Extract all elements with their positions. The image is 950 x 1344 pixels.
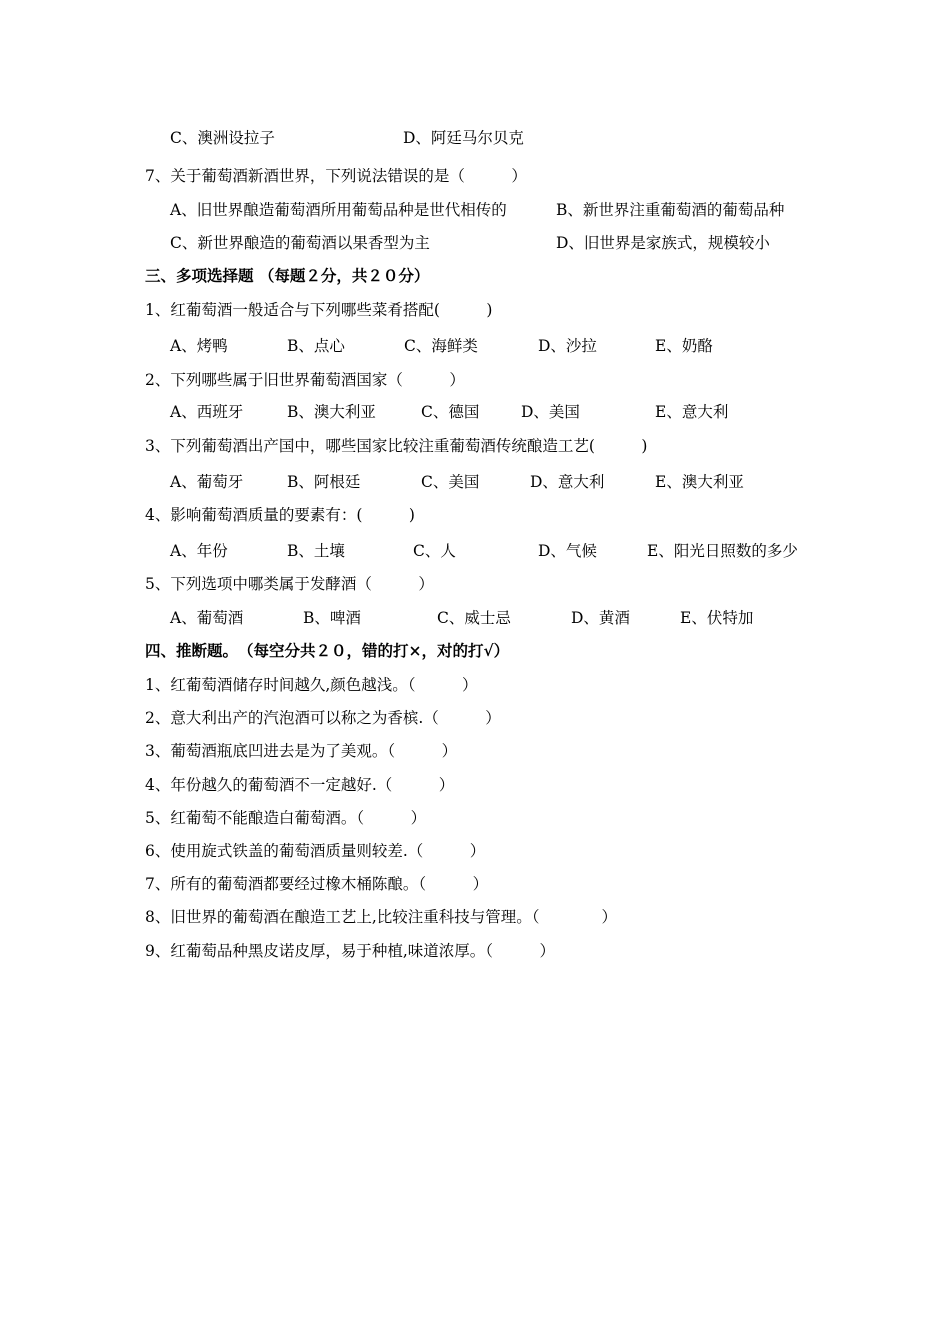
s3-q1-stem-row bbox=[0, 298, 950, 322]
s4-item-3: 3、葡萄酒瓶底凹进去是为了美观。（ ） bbox=[145, 742, 458, 760]
s4-item-9: 9、红葡萄品种黑皮诺皮厚，易于种植,味道浓厚。（ ） bbox=[145, 942, 556, 960]
s3-q3-stem: 3、下列葡萄酒出产国中，哪些国家比较注重葡萄酒传统酿造工艺( ) bbox=[145, 437, 648, 455]
s3-q4-stem-row bbox=[0, 503, 950, 527]
section3-heading-row bbox=[0, 264, 950, 288]
s4-item-4: 4、年份越久的葡萄酒不一定越好.（ ） bbox=[145, 776, 455, 794]
s4-item-5: 5、红葡萄不能酿造白葡萄酒。（ ） bbox=[145, 809, 427, 827]
s4-item-row bbox=[0, 773, 950, 797]
s4-item-6: 6、使用旋式铁盖的葡萄酒质量则较差.（ ） bbox=[145, 842, 486, 860]
s3-q4-option-c: C、人 bbox=[413, 542, 456, 560]
q7-options-row-2 bbox=[0, 231, 950, 255]
s3-q5-stem-row bbox=[0, 572, 950, 596]
s3-q2-option-c: C、德国 bbox=[421, 403, 480, 421]
q7-stem-row bbox=[0, 164, 950, 188]
s3-q5-option-e: E、伏特加 bbox=[680, 609, 754, 627]
s3-q2-stem: 2、下列哪些属于旧世界葡萄酒国家（ ） bbox=[145, 371, 465, 389]
s4-item-row bbox=[0, 806, 950, 830]
s3-q2-option-e: E、意大利 bbox=[655, 403, 729, 421]
section4-title: 四、推断题。 （每空分共２０，错的打×，对的打√） bbox=[145, 641, 510, 660]
q6-option-c: C、澳洲设拉子 bbox=[170, 129, 275, 147]
s3-q4-option-b: B、土壤 bbox=[287, 542, 345, 560]
s3-q4-options-row bbox=[0, 539, 950, 563]
s3-q2-option-a: A、西班牙 bbox=[170, 403, 244, 421]
q7-option-c: C、新世界酿造的葡萄酒以果香型为主 bbox=[170, 234, 430, 252]
q7-stem: 7、关于葡萄酒新酒世界，下列说法错误的是（ ） bbox=[145, 167, 527, 185]
q7-option-b: B、新世界注重葡萄酒的葡萄品种 bbox=[556, 201, 785, 219]
s3-q5-option-c: C、威士忌 bbox=[437, 609, 511, 627]
s4-item-2: 2、意大利出产的汽泡酒可以称之为香槟.（ ） bbox=[145, 709, 501, 727]
s3-q1-option-e: E、奶酪 bbox=[655, 337, 713, 355]
s3-q1-stem: 1、红葡萄酒一般适合与下列哪些菜肴搭配( ) bbox=[145, 301, 493, 319]
s3-q5-option-a: A、葡萄酒 bbox=[170, 609, 244, 627]
s3-q3-options-row bbox=[0, 470, 950, 494]
s3-q2-stem-row bbox=[0, 368, 950, 392]
s3-q3-option-d: D、意大利 bbox=[530, 473, 605, 491]
s3-q2-option-b: B、澳大利亚 bbox=[287, 403, 376, 421]
s3-q3-option-b: B、阿根廷 bbox=[287, 473, 361, 491]
s3-q3-option-e: E、澳大利亚 bbox=[655, 473, 744, 491]
s3-q2-options-row bbox=[0, 400, 950, 424]
s3-q1-option-a: A、烤鸭 bbox=[170, 337, 228, 355]
q7-option-d: D、旧世界是家族式，规模较小 bbox=[556, 234, 770, 252]
s4-item-7: 7、所有的葡萄酒都要经过橡木桶陈酿。（ ） bbox=[145, 875, 489, 893]
section3-title: 三、多项选择题 （每题２分，共２０分） bbox=[145, 266, 430, 285]
s3-q5-options-row bbox=[0, 606, 950, 630]
s4-item-row bbox=[0, 905, 950, 929]
s3-q3-option-c: C、美国 bbox=[421, 473, 480, 491]
s4-item-row bbox=[0, 673, 950, 697]
s4-item-row bbox=[0, 739, 950, 763]
s3-q4-option-d: D、气候 bbox=[538, 542, 597, 560]
s3-q2-option-d: D、美国 bbox=[521, 403, 580, 421]
q7-option-a: A、旧世界酿造葡萄酒所用葡萄品种是世代相传的 bbox=[170, 201, 507, 219]
s3-q4-option-a: A、年份 bbox=[170, 542, 228, 560]
s4-item-row bbox=[0, 706, 950, 730]
s3-q3-option-a: A、葡萄牙 bbox=[170, 473, 244, 491]
s4-item-8: 8、旧世界的葡萄酒在酿造工艺上,比较注重科技与管理。（ ） bbox=[145, 908, 618, 926]
s3-q5-option-d: D、黄酒 bbox=[571, 609, 630, 627]
s3-q1-option-d: D、沙拉 bbox=[538, 337, 597, 355]
s3-q1-option-c: C、海鲜类 bbox=[404, 337, 478, 355]
s3-q5-option-b: B、啤酒 bbox=[303, 609, 361, 627]
s3-q3-stem-row bbox=[0, 434, 950, 458]
section4-heading-row bbox=[0, 639, 950, 663]
s4-item-row bbox=[0, 939, 950, 963]
s4-item-row bbox=[0, 872, 950, 896]
q6-option-d: D、阿廷马尔贝克 bbox=[403, 129, 524, 147]
s3-q5-stem: 5、下列选项中哪类属于发酵酒（ ） bbox=[145, 575, 434, 593]
q7-options-row-1 bbox=[0, 198, 950, 222]
s3-q1-option-b: B、点心 bbox=[287, 337, 345, 355]
s3-q4-stem: 4、影响葡萄酒质量的要素有：( ) bbox=[145, 506, 415, 524]
s3-q4-option-e: E、阳光日照数的多少 bbox=[647, 542, 798, 560]
s3-q1-options-row bbox=[0, 334, 950, 358]
q6-options-row bbox=[0, 126, 950, 150]
s4-item-1: 1、红葡萄酒储存时间越久,颜色越浅。（ ） bbox=[145, 676, 478, 694]
s4-item-row bbox=[0, 839, 950, 863]
